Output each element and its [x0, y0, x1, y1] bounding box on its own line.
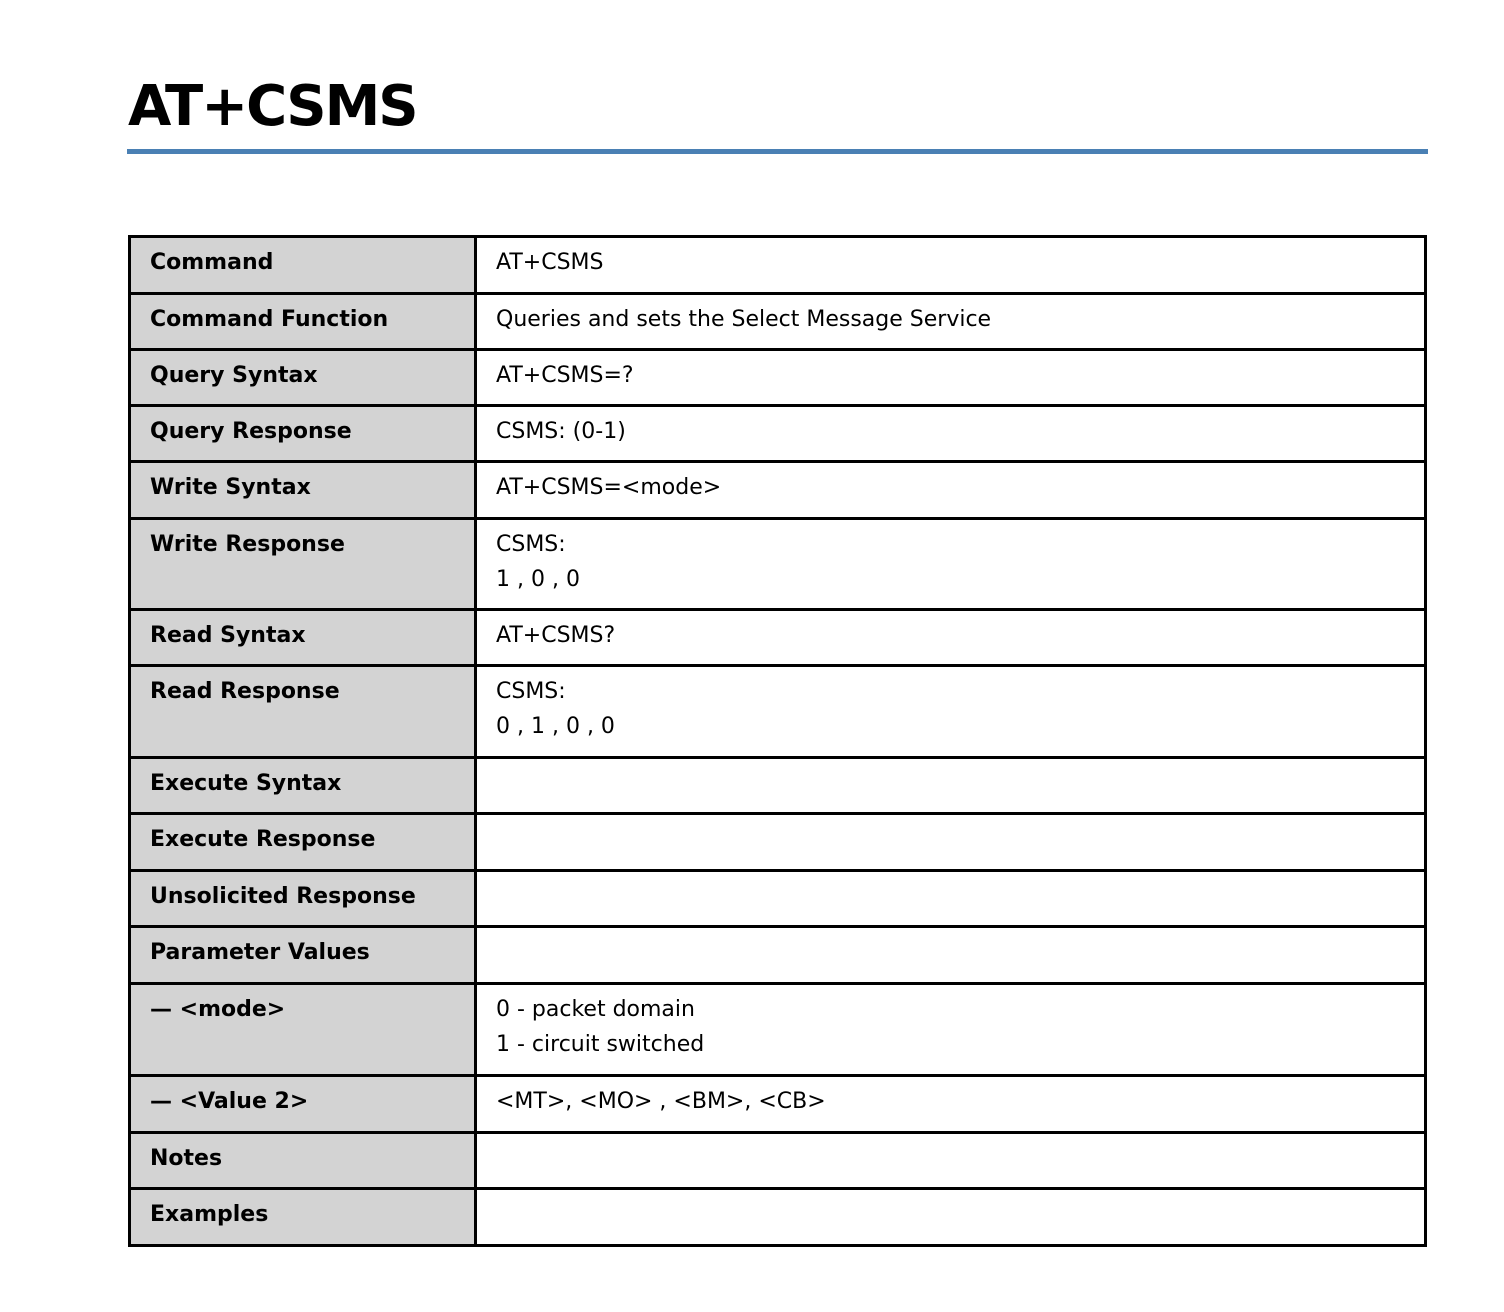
- row-label-cell: [130, 462, 476, 519]
- row-label-cell: [130, 927, 476, 984]
- table-row: [130, 871, 1426, 927]
- row-label-cell: [130, 871, 476, 927]
- row-label: Write Syntax: [150, 475, 311, 500]
- row-label: — <Value 2>: [150, 1089, 309, 1114]
- row-label: Command: [150, 250, 274, 275]
- row-value-cell: [476, 294, 1426, 350]
- row-label-cell: [130, 519, 476, 610]
- row-label: Examples: [150, 1202, 269, 1227]
- row-label: Unsolicited Response: [150, 884, 416, 909]
- row-value-line: <MT>, <MO> , <BM>, <CB>: [496, 1089, 826, 1114]
- row-value-cell: [476, 610, 1426, 666]
- row-label: Notes: [150, 1146, 223, 1171]
- row-value-line: CSMS: (0-1): [496, 419, 626, 444]
- row-label-cell: [130, 758, 476, 814]
- table-row: [130, 462, 1426, 519]
- row-label-cell: [130, 294, 476, 350]
- row-value-line: AT+CSMS?: [496, 623, 616, 648]
- row-value-cell: [476, 519, 1426, 610]
- page-title: AT+CSMS: [128, 74, 417, 139]
- row-label: — <mode>: [150, 997, 286, 1022]
- row-value-line: 0 , 1 , 0 , 0: [496, 714, 615, 739]
- row-label-cell: [130, 1133, 476, 1189]
- row-value-cell: [476, 406, 1426, 462]
- row-label-cell: [130, 1189, 476, 1246]
- row-value-line: CSMS:: [496, 532, 566, 557]
- table-row: [130, 294, 1426, 350]
- row-label-cell: [130, 406, 476, 462]
- row-value-cell: [476, 927, 1426, 984]
- row-value-cell: [476, 666, 1426, 758]
- row-value-cell: [476, 1189, 1426, 1246]
- row-label: Query Response: [150, 419, 352, 444]
- row-value-line: AT+CSMS=<mode>: [496, 475, 722, 500]
- row-value-line: 1 , 0 , 0: [496, 567, 580, 592]
- row-value-line: CSMS:: [496, 679, 566, 704]
- table-row: [130, 610, 1426, 666]
- row-label-cell: [130, 1076, 476, 1133]
- table-row: [130, 1133, 1426, 1189]
- row-value-cell: [476, 1076, 1426, 1133]
- table-row: [130, 1076, 1426, 1133]
- row-value-cell: [476, 814, 1426, 871]
- row-value-line: 0 - packet domain: [496, 997, 695, 1022]
- row-label: Write Response: [150, 532, 345, 557]
- row-label-cell: [130, 984, 476, 1076]
- row-value-cell: [476, 758, 1426, 814]
- table-row: [130, 758, 1426, 814]
- row-label: Read Syntax: [150, 623, 306, 648]
- table-row: [130, 237, 1426, 294]
- row-value-cell: [476, 984, 1426, 1076]
- row-label-cell: [130, 610, 476, 666]
- row-label: Execute Syntax: [150, 771, 342, 796]
- row-label: Query Syntax: [150, 363, 318, 388]
- row-value-line: AT+CSMS: [496, 250, 604, 275]
- row-value-cell: [476, 1133, 1426, 1189]
- row-value-line: 1 - circuit switched: [496, 1032, 705, 1057]
- row-value-cell: [476, 237, 1426, 294]
- row-label: Parameter Values: [150, 940, 370, 965]
- row-label-cell: [130, 350, 476, 406]
- table-row: [130, 984, 1426, 1076]
- row-label: Read Response: [150, 679, 340, 704]
- table-row: [130, 519, 1426, 610]
- table-row: [130, 1189, 1426, 1246]
- row-label: Execute Response: [150, 827, 376, 852]
- row-label-cell: [130, 666, 476, 758]
- title-underline: [127, 149, 1428, 154]
- table-row: [130, 927, 1426, 984]
- row-value-line: Queries and sets the Select Message Service: [496, 307, 992, 332]
- row-value-cell: [476, 462, 1426, 519]
- table-row: [130, 406, 1426, 462]
- command-spec-table: [128, 235, 1427, 1247]
- row-value-cell: [476, 871, 1426, 927]
- row-label-cell: [130, 814, 476, 871]
- row-value-line: AT+CSMS=?: [496, 363, 634, 388]
- row-label: Command Function: [150, 307, 389, 332]
- table-row: [130, 666, 1426, 758]
- table-row: [130, 350, 1426, 406]
- row-label-cell: [130, 237, 476, 294]
- table-row: [130, 814, 1426, 871]
- row-value-cell: [476, 350, 1426, 406]
